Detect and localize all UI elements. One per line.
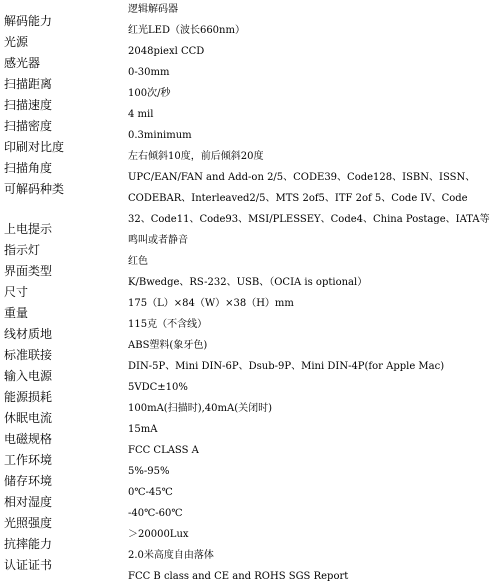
spec-value-scan-speed: 100次/秒 <box>128 88 171 99</box>
spec-label-drop-resistance: 抗摔能力 <box>4 537 53 551</box>
spec-value-scan-distance: 0-30mm <box>128 67 170 78</box>
spec-value-symbologies-line1: UPC/EAN/FAN and Add-on 2/5、CODE39、Code128、ISBN、ISSN、 <box>128 172 476 183</box>
spec-label-input-power: 输入电源 <box>4 369 53 383</box>
spec-label-power-consumption: 能源损耗 <box>4 390 53 404</box>
spec-value-light-intensity: -40℃-60℃ <box>128 508 183 519</box>
spec-label-emc: 电磁规格 <box>4 432 53 446</box>
spec-value-weight: 175（L）×84（W）×38（H）mm <box>128 298 294 309</box>
spec-label-scan-speed: 扫描速度 <box>4 98 53 112</box>
spec-label-storage-env: 储存环境 <box>4 474 53 488</box>
spec-value-humidity: 0℃-45℃ <box>128 487 173 498</box>
spec-value-decode: 逻辑解码器 <box>128 4 178 15</box>
spec-value-operating-env: FCC CLASS A <box>128 445 199 456</box>
spec-label-standard-connection: 标准联接 <box>4 348 53 362</box>
spec-value-input-power: DIN-5P、Mini DIN-6P、Dsub-9P、Mini DIN-4P(for Apple Mac) <box>128 361 445 372</box>
spec-label-power-on-beep: 上电提示 <box>4 222 53 236</box>
spec-value-emc: 15mA <box>128 424 158 435</box>
spec-label-light-intensity: 光照强度 <box>4 516 53 530</box>
spec-label-indicator: 指示灯 <box>4 243 41 257</box>
spec-label-certification: 认证证书 <box>4 558 53 572</box>
spec-label-humidity: 相对湿度 <box>4 495 53 509</box>
spec-value-scan-angle: 左右倾斜10度，前后倾斜20度 <box>128 151 264 162</box>
spec-value-standard-connection: ABS塑料(象牙色) <box>128 340 208 351</box>
spec-label-print-contrast: 印刷对比度 <box>4 140 65 154</box>
spec-value-scan-density: 4 mil <box>128 109 154 120</box>
spec-value-cable-material: 115克（不含线） <box>128 319 208 330</box>
spec-label-symbologies: 可解码种类 <box>4 182 65 196</box>
spec-value-symbologies-line3: 32、Code11、Code93、MSI/PLESSEY、Code4、China Postage、IATA等 <box>128 214 490 225</box>
spec-label-decode: 解码能力 <box>4 14 53 28</box>
spec-label-light-source: 光源 <box>4 35 29 49</box>
spec-value-light-source: 红光LED（波长660nm） <box>128 25 245 36</box>
spec-value-certification-line2: FCC B class and CE and ROHS SGS Report <box>128 571 349 582</box>
spec-label-scan-density: 扫描密度 <box>4 119 53 133</box>
spec-value-storage-env: 5%-95% <box>128 466 170 477</box>
spec-value-print-contrast: 0.3minimum <box>128 130 192 141</box>
spec-value-sleep-current: 100mA(扫描时),40mA(关闭时) <box>128 403 273 414</box>
spec-label-dimensions: 尺寸 <box>4 285 29 299</box>
spec-value-symbologies-line2: CODEBAR、Interleaved2/5、MTS 2of5、ITF 2of 5、Code IV、Code <box>128 193 468 204</box>
spec-value-interface: 红色 <box>128 256 148 267</box>
spec-label-sensor: 感光器 <box>4 56 41 70</box>
spec-label-interface: 界面类型 <box>4 264 53 278</box>
spec-value-certification-line1: 2.0米高度自由落体 <box>128 550 214 561</box>
spec-value-power-consumption: 5VDC±10% <box>128 382 188 393</box>
spec-label-weight: 重量 <box>4 306 29 320</box>
spec-label-scan-distance: 扫描距离 <box>4 77 53 91</box>
spec-value-sensor: 2048piexl CCD <box>128 46 205 57</box>
spec-label-scan-angle: 扫描角度 <box>4 161 53 175</box>
spec-label-operating-env: 工作环境 <box>4 453 53 467</box>
spec-value-drop-resistance: ＞20000Lux <box>128 529 189 540</box>
spec-label-sleep-current: 休眠电流 <box>4 411 53 425</box>
spec-value-dimensions: K/Bwedge、RS-232、USB、（OCIA is optional） <box>128 277 368 288</box>
spec-value-indicator: 鸣叫或者静音 <box>128 235 188 246</box>
spec-label-cable-material: 线材质地 <box>4 327 53 341</box>
